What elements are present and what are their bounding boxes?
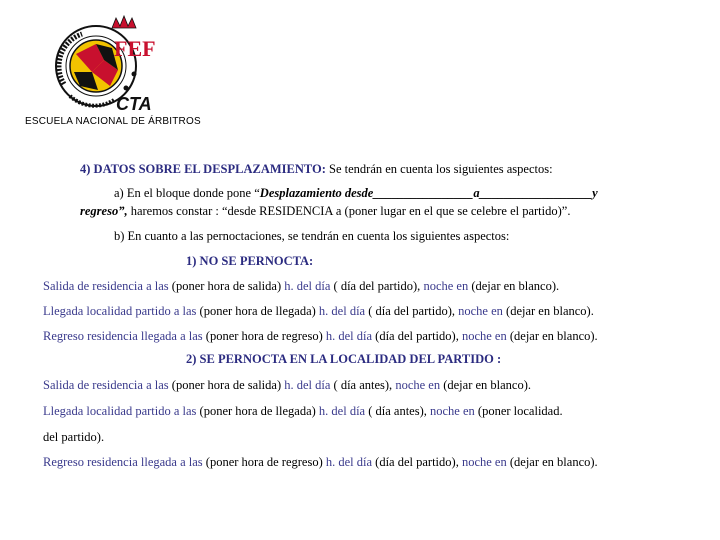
case2-line — [43, 378, 531, 393]
case2-line — [43, 455, 598, 470]
field-label: h. del día — [284, 378, 334, 392]
field-label: Llegada localidad partido a las — [43, 304, 200, 318]
field-label: noche en — [461, 329, 510, 343]
case1-line — [43, 279, 559, 294]
field-label: noche en — [461, 455, 510, 469]
case1-line — [43, 304, 594, 319]
case2-title: 2) SE PERNOCTA EN LA LOCALIDAD DEL PARTIDO : — [186, 352, 502, 366]
paragraph-a-prefix: a) En el bloque donde pone “ — [114, 186, 260, 200]
field-label: h. del día — [318, 404, 369, 418]
field-instruction: ( día del partido), — [333, 279, 424, 293]
section-intro: Se tendrán en cuenta los siguientes aspectos: — [325, 162, 553, 176]
field-instruction: (poner hora de llegada) — [199, 404, 319, 418]
field-instruction: (día del partido), — [375, 455, 462, 469]
fef-letters: FEF — [114, 36, 156, 61]
paragraph-a-italic: Desplazamiento desde________________a__________________y — [259, 186, 598, 200]
field-instruction: (dejar en blanco). — [443, 378, 532, 392]
field-instruction: (dejar en blanco). — [509, 455, 598, 469]
section-title: 4) DATOS SOBRE EL DESPLAZAMIENTO: — [80, 162, 326, 176]
field-label: h. del día — [318, 304, 369, 318]
field-label: h. del día — [325, 455, 376, 469]
field-instruction: (día del partido), — [375, 329, 462, 343]
field-label: noche en — [458, 304, 507, 318]
field-label: h. del día — [325, 329, 376, 343]
field-label: Regreso residencia llegada a las — [43, 329, 206, 343]
school-name: ESCUELA NACIONAL DE ÁRBITROS — [25, 116, 201, 127]
case1-title: 1) NO SE PERNOCTA: — [186, 254, 314, 268]
paragraph-b: b) En cuanto a las pernoctaciones, se tendrán en cuenta los siguientes aspectos: — [114, 229, 510, 243]
field-instruction: (poner hora de salida) — [171, 378, 285, 392]
field-instruction: del partido). — [43, 430, 105, 444]
field-instruction: ( día antes), — [368, 404, 430, 418]
field-label: h. del día — [284, 279, 334, 293]
field-instruction: (poner hora de salida) — [171, 279, 285, 293]
field-instruction: (dejar en blanco). — [506, 304, 594, 318]
field-label: noche en — [430, 404, 478, 418]
field-instruction: (poner hora de regreso) — [205, 455, 326, 469]
field-instruction: (poner localidad. — [477, 404, 563, 418]
field-label: Regreso residencia llegada a las — [43, 455, 206, 469]
paragraph-a-line1 — [114, 186, 598, 201]
paragraph-a-italic-end: regreso”, — [80, 204, 128, 218]
paragraph-a-rest: haremos constar : “desde RESIDENCIA a (poner lugar en el que se celebre el partido)”. — [127, 204, 571, 218]
case2-line — [43, 404, 563, 419]
case1-line — [43, 329, 598, 344]
field-label: noche en — [395, 378, 444, 392]
field-instruction: (poner hora de llegada) — [199, 304, 319, 318]
section-heading — [80, 162, 553, 177]
paragraph-a-line2 — [80, 204, 570, 219]
cta-letters: CTA — [116, 94, 152, 114]
field-label: Salida de residencia a las — [43, 279, 172, 293]
field-label: Salida de residencia a las — [43, 378, 172, 392]
fef-cta-logo — [52, 14, 160, 118]
field-label: Llegada localidad partido a las — [43, 404, 200, 418]
field-instruction: (poner hora de regreso) — [205, 329, 326, 343]
field-instruction: ( día del partido), — [368, 304, 459, 318]
field-label: noche en — [423, 279, 472, 293]
field-instruction: (dejar en blanco). — [471, 279, 560, 293]
field-instruction: ( día antes), — [333, 378, 396, 392]
field-instruction: (dejar en blanco). — [509, 329, 598, 343]
case2-line — [43, 430, 104, 445]
